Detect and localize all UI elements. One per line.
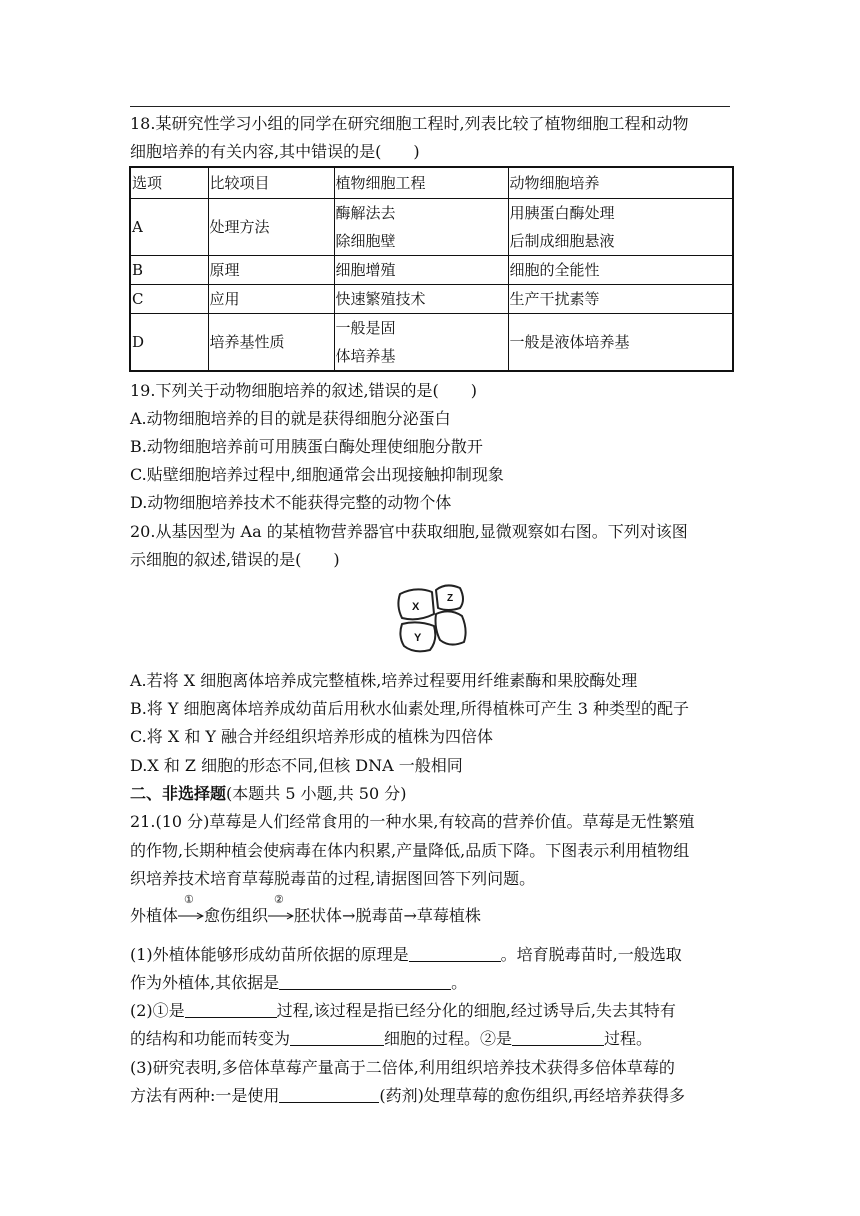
q21-stem-line1: 21.(10 分)草莓是人们经常食用的一种水果,有较高的营养价值。草莓是无性繁殖 <box>130 812 695 831</box>
cell-text: 后制成细胞悬液 <box>509 232 615 250</box>
answer-blank[interactable] <box>279 971 451 990</box>
section-title: 二、非选择题 <box>130 784 227 803</box>
plant-cell: 快速繁殖技术 <box>334 285 508 314</box>
q21-text: (2)①是 <box>130 1001 185 1020</box>
q21-text: (1)外植体能够形成幼苗所依据的原理是 <box>130 945 409 964</box>
q20-stem-line2: 示细胞的叙述,错误的是( ) <box>130 550 340 569</box>
item-cell: 培养基性质 <box>208 314 334 372</box>
q18-stem-line1: 18.某研究性学习小组的同学在研究细胞工程时,列表比较了植物细胞工程和动物 <box>130 114 689 133</box>
table-header-cell: 动物细胞培养 <box>508 167 733 199</box>
q21-part2-line1 <box>130 997 732 1025</box>
process-flow <box>130 893 481 930</box>
q21-text: 细胞的过程。②是 <box>384 1029 513 1048</box>
q21-part2-line2 <box>130 1025 732 1053</box>
q21-part3-line1: (3)研究表明,多倍体草莓产量高于二倍体,利用组织培养技术获得多倍体草莓的 <box>130 1058 675 1077</box>
table-header-cell: 比较项目 <box>208 167 334 199</box>
q19-option-d: D.动物细胞培养技术不能获得完整的动物个体 <box>130 493 452 512</box>
flow-arrow-2 <box>268 893 294 922</box>
cell-label-z: Z <box>447 593 454 604</box>
q21-text: (药剂)处理草莓的愈伤组织,再经培养获得多 <box>379 1086 685 1105</box>
section-heading <box>130 780 732 808</box>
table-header-cell: 植物细胞工程 <box>334 167 508 199</box>
header-rule <box>130 106 730 107</box>
table-row <box>130 199 733 256</box>
plant-cell: 细胞增殖 <box>334 256 508 285</box>
flow-node-callus: 愈伤组织 <box>204 906 269 925</box>
q20-option-d: D.X 和 Z 细胞的形态不同,但核 DNA 一般相同 <box>130 756 463 775</box>
cell-label-y: Y <box>414 632 422 644</box>
cell-label-x: X <box>412 601 420 613</box>
cell-text: 酶解法去 <box>335 204 396 222</box>
table-header-cell: 选项 <box>130 167 208 199</box>
answer-blank[interactable] <box>279 1084 379 1103</box>
plant-cells-figure <box>394 582 470 654</box>
item-cell: 原理 <box>208 256 334 285</box>
q21-text: 过程。 <box>604 1029 653 1048</box>
q19-stem: 19.下列关于动物细胞培养的叙述,错误的是( ) <box>130 381 478 400</box>
option-cell: B <box>130 256 208 285</box>
table-row <box>130 314 733 372</box>
plant-cell <box>334 199 508 256</box>
table-row <box>130 256 733 285</box>
answer-blank[interactable] <box>290 1027 384 1046</box>
q21-text: 作为外植体,其依据是 <box>130 973 280 992</box>
q21-text: 过程,该过程是指已经分化的细胞,经过诱导后,失去其特有 <box>276 1001 676 1020</box>
q18-stem-line2: 细胞培养的有关内容,其中错误的是( ) <box>130 142 420 161</box>
q21-part1-line2 <box>130 969 732 997</box>
cell-text: 一般是固 <box>335 319 396 337</box>
q20-option-c: C.将 X 和 Y 融合并经组织培养形成的植株为四倍体 <box>130 727 494 746</box>
item-cell: 应用 <box>208 285 334 314</box>
arrow-right-icon <box>178 912 204 920</box>
section-note: (本题共 5 小题,共 50 分) <box>226 784 407 803</box>
option-cell: C <box>130 285 208 314</box>
flow-rest: 胚状体→脱毒苗→草莓植株 <box>294 906 481 925</box>
animal-cell: 一般是液体培养基 <box>508 314 733 372</box>
answer-blank[interactable] <box>512 1027 604 1046</box>
plant-cell <box>334 314 508 372</box>
q21-text: 。培育脱毒苗时,一般选取 <box>500 945 682 964</box>
flow-node-explant: 外植体 <box>130 906 179 925</box>
arrow-right-icon <box>268 912 294 920</box>
q21-part3-line2 <box>130 1082 732 1110</box>
animal-cell <box>508 199 733 256</box>
flow-arrow-1 <box>178 893 204 922</box>
flow-step-1-label: ① <box>184 893 194 906</box>
q19-option-c: C.贴壁细胞培养过程中,细胞通常会出现接触抑制现象 <box>130 465 504 484</box>
option-cell: A <box>130 199 208 256</box>
table-row <box>130 285 733 314</box>
q21-stem-line2: 的作物,长期种植会使病毒在体内积累,产量降低,品质下降。下图表示利用植物组 <box>130 841 690 860</box>
flow-step-2-label: ② <box>274 893 284 906</box>
q19-option-a: A.动物细胞培养的目的就是获得细胞分泌蛋白 <box>130 409 451 428</box>
q21-text: 。 <box>451 973 468 992</box>
item-cell: 处理方法 <box>208 199 334 256</box>
cell-text: 用胰蛋白酶处理 <box>509 204 615 222</box>
q21-text: 方法有两种:一是使用 <box>130 1086 280 1105</box>
q20-option-a: A.若将 X 细胞离体培养成完整植株,培养过程要用纤维素酶和果胶酶处理 <box>130 671 638 690</box>
cell-text: 体培养基 <box>335 347 396 365</box>
animal-cell: 生产干扰素等 <box>508 285 733 314</box>
q21-stem-line3: 织培养技术培育草莓脱毒苗的过程,请据图回答下列问题。 <box>130 869 536 888</box>
comparison-table <box>129 166 734 372</box>
answer-blank[interactable] <box>185 999 277 1018</box>
cell-text: 除细胞壁 <box>335 232 396 250</box>
animal-cell: 细胞的全能性 <box>508 256 733 285</box>
q20-option-b: B.将 Y 细胞离体培养成幼苗后用秋水仙素处理,所得植株可产生 3 种类型的配子 <box>130 699 690 718</box>
q21-part1-line1 <box>130 941 732 969</box>
table-header-row <box>130 167 733 199</box>
q20-stem-line1: 20.从基因型为 Aa 的某植物营养器官中获取细胞,显微观察如右图。下列对该图 <box>130 522 688 541</box>
q19-option-b: B.动物细胞培养前可用胰蛋白酶处理使细胞分散开 <box>130 437 483 456</box>
option-cell: D <box>130 314 208 372</box>
q21-text: 的结构和功能而转变为 <box>130 1029 291 1048</box>
answer-blank[interactable] <box>409 943 501 962</box>
